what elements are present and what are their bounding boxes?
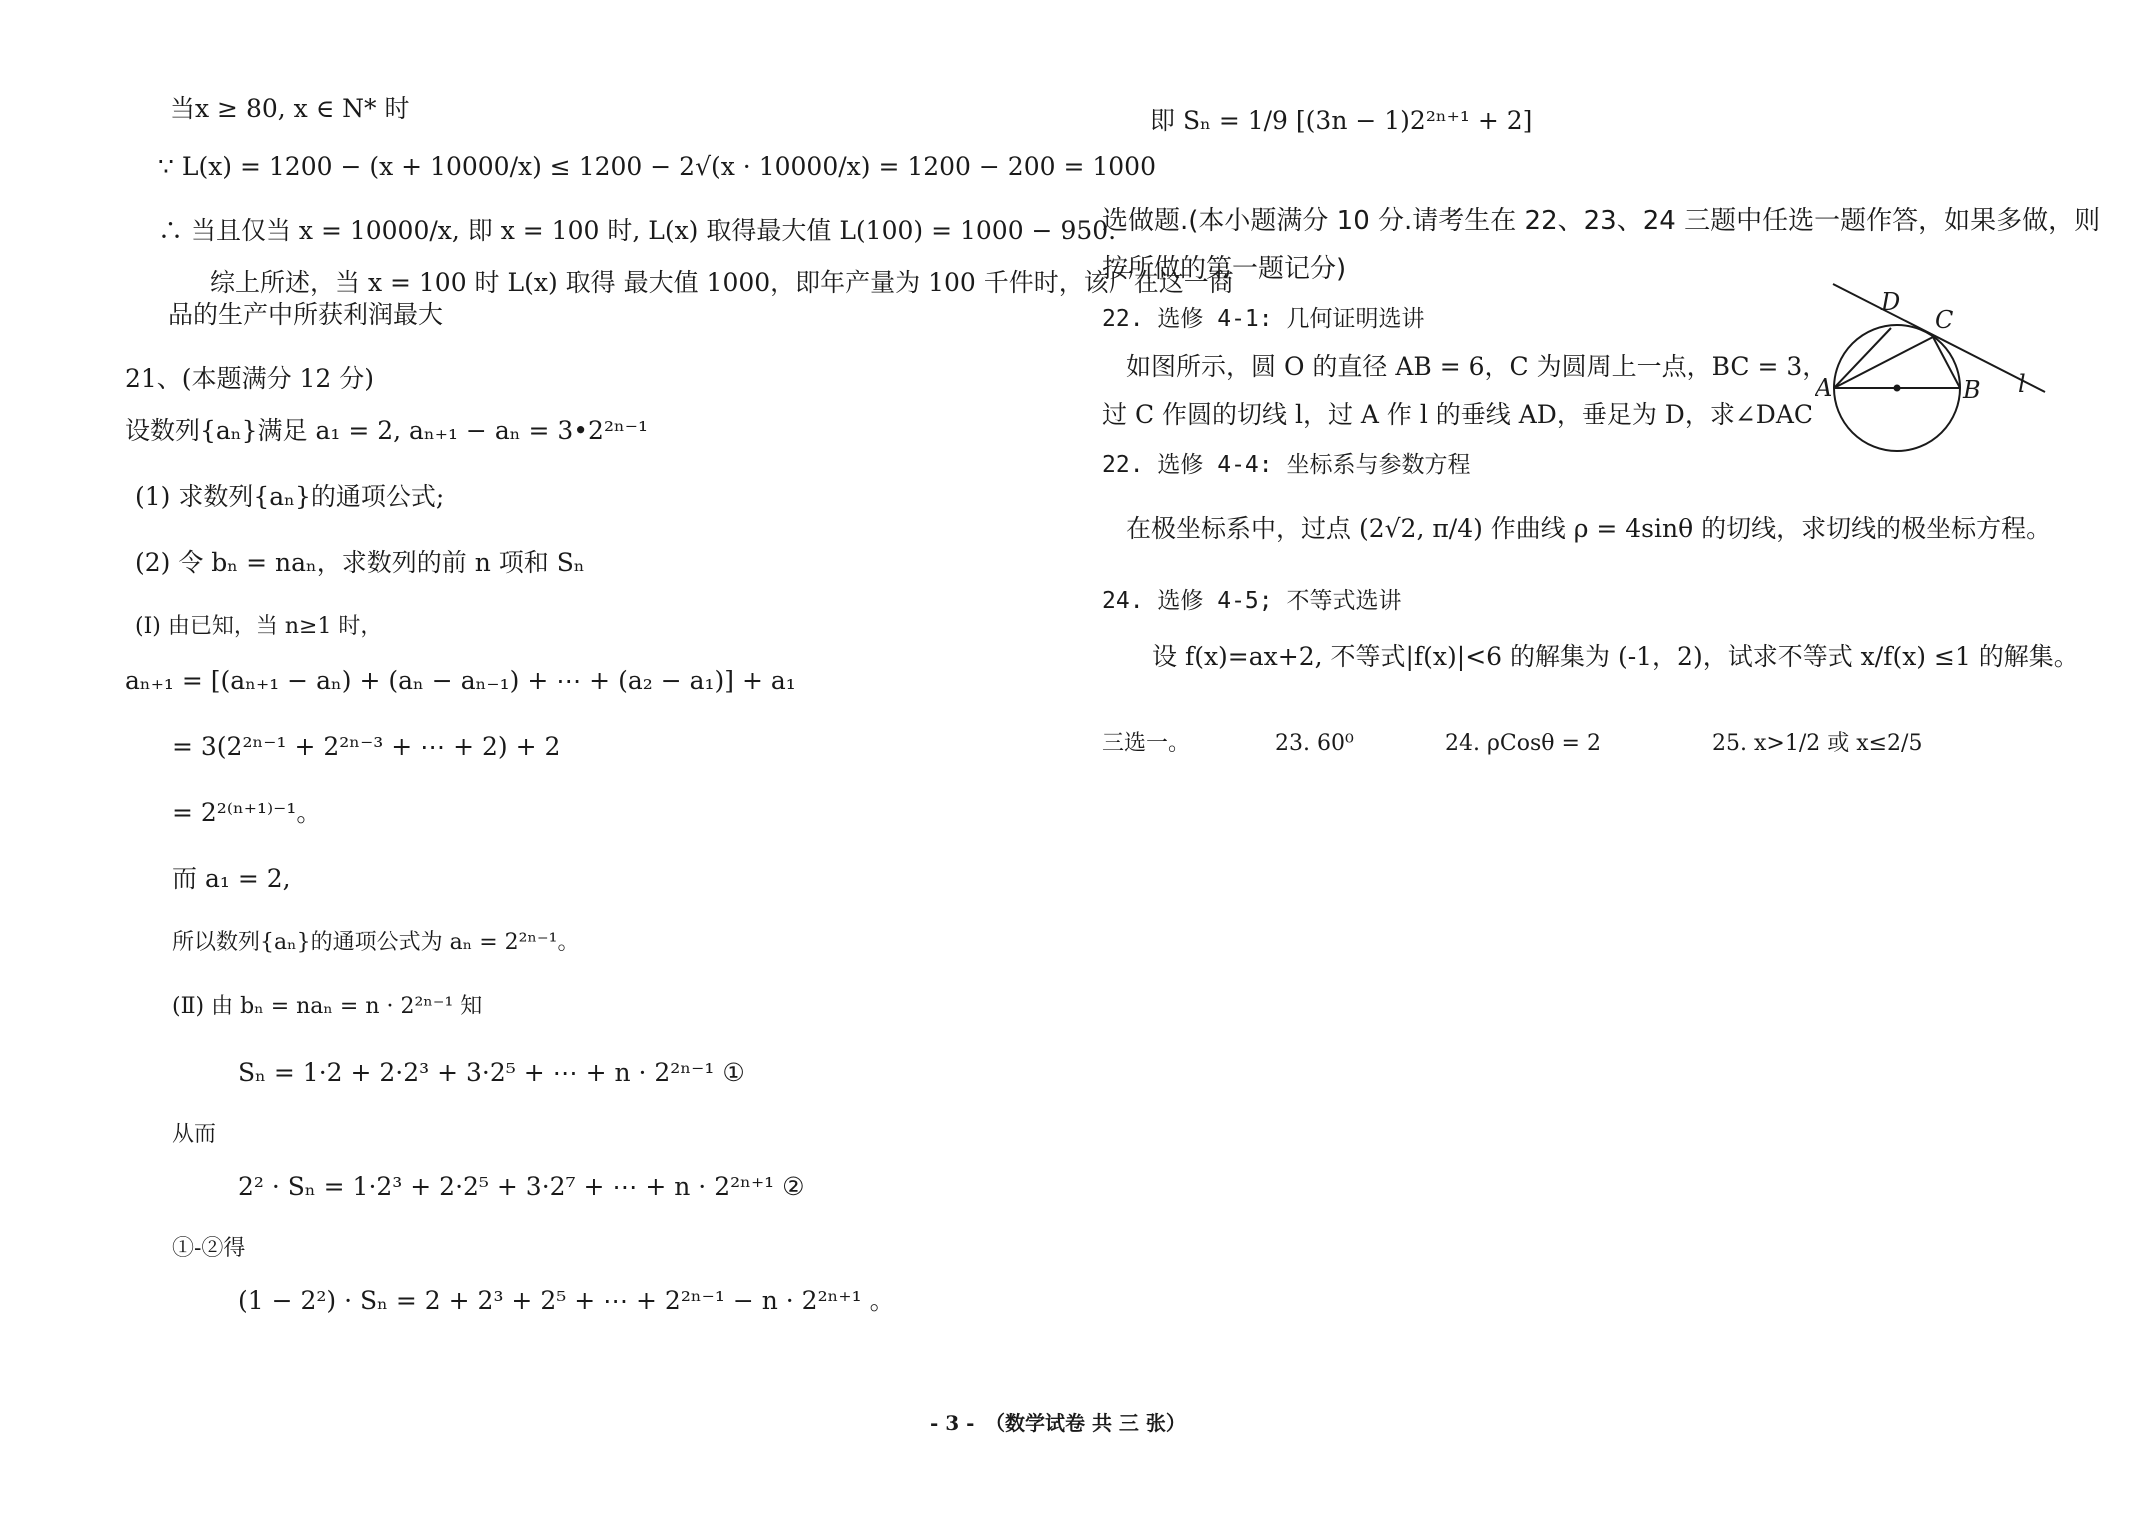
equation-2: 2² · Sₙ = 1·2³ + 2·2⁵ + 3·2⁷ + ⋯ + n · 2²ⁿ⁺¹ ② xyxy=(238,1172,805,1201)
problem-21-statement: 设数列{aₙ}满足 a₁ = 2, aₙ₊₁ − aₙ = 3•2²ⁿ⁻¹ xyxy=(125,416,648,445)
problem-24-statement: 设 f(x)=ax+2, 不等式|f(x)|<6 的解集为 (-1，2)，试求不等式 x/f(x) ≤1 的解集。 xyxy=(1152,642,2079,671)
elective-heading-cont: 按所做的第一题记分) xyxy=(1102,254,1347,284)
problem-21-part1: (1) 求数列{aₙ}的通项公式; xyxy=(135,482,445,511)
solution-telescoping: aₙ₊₁ = [(aₙ₊₁ − aₙ) + (aₙ − aₙ₋₁) + ⋯ + (a₂ − a₁)] + a₁ xyxy=(125,666,796,695)
solution-initial: 而 a₁ = 2, xyxy=(172,864,291,893)
answer-25: 25. x>1/2 或 x≤2/5 xyxy=(1712,731,1923,756)
solution-sum: = 3(2²ⁿ⁻¹ + 2²ⁿ⁻³ + ⋯ + 2) + 2 xyxy=(172,732,561,761)
figure-label-a: A xyxy=(1815,374,1833,402)
problem-22-heading: 22. 选修 4-1: 几何证明选讲 xyxy=(1102,306,1425,332)
problem-23-statement: 在极坐标系中，过点 (2√2, π/4) 作曲线 ρ = 4sinθ 的切线，求切线的极坐标方程。 xyxy=(1126,514,2052,543)
solution-part2-intro: (Ⅱ) 由 bₙ = naₙ = n · 2²ⁿ⁻¹ 知 xyxy=(172,994,483,1019)
solution-part1-intro: (Ⅰ) 由已知，当 n≥1 时， xyxy=(135,614,383,639)
sum-result: 即 Sₙ = 1/9 [(3n − 1)2²ⁿ⁺¹ + 2] xyxy=(1150,106,1533,135)
problem-21-part2: (2) 令 bₙ = naₙ，求数列的前 n 项和 Sₙ xyxy=(135,548,585,577)
line-condition: 当x ≥ 80, x ∈ N* 时 xyxy=(170,94,410,123)
line-summary-cont: 品的生产中所获利润最大 xyxy=(168,300,444,329)
figure-label-c: C xyxy=(1935,306,1954,334)
problem-22-statement-cont: 过 C 作圆的切线 l，过 A 作 l 的垂线 AD，垂足为 D，求∠DAC xyxy=(1102,400,1814,429)
answers-label: 三选一。 xyxy=(1102,731,1191,756)
equation-difference: (1 − 2²) · Sₙ = 2 + 2³ + 2⁵ + ⋯ + 2²ⁿ⁻¹ − n · 2²ⁿ⁺¹ 。 xyxy=(238,1286,895,1315)
elective-heading: 选做题.(本小题满分 10 分.请考生在 22、23、24 三题中任选一题作答，如果多做，则 xyxy=(1102,206,2101,236)
equation-1: Sₙ = 1·2 + 2·2³ + 3·2⁵ + ⋯ + n · 2²ⁿ⁻¹ ① xyxy=(238,1058,745,1087)
exam-title: （数学试卷 共 三 张） xyxy=(985,1411,1186,1435)
solution-general-term: 所以数列{aₙ}的通项公式为 aₙ = 2²ⁿ⁻¹。 xyxy=(172,930,580,955)
line-equality-case: ∴ 当且仅当 x = 10000/x, 即 x = 100 时, L(x) 取得最大值 L(100) = 1000 − 950. xyxy=(158,216,1117,245)
figure-label-l: l xyxy=(2018,370,2026,398)
answer-23: 23. 60⁰ xyxy=(1275,731,1354,756)
problem-21-heading: 21、(本题满分 12 分) xyxy=(125,364,375,393)
line-summary: 综上所述，当 x = 100 时 L(x) 取得 最大值 1000，即年产量为 100 千件时，该厂在这一商 xyxy=(210,268,1234,297)
page-number: - 3 - xyxy=(930,1411,975,1435)
line-inequality: ∵ L(x) = 1200 − (x + 10000/x) ≤ 1200 − 2√(x · 10000/x) = 1200 − 200 = 1000 xyxy=(158,152,1156,181)
problem-22-statement: 如图所示，圆 O 的直径 AB = 6，C 为圆周上一点，BC = 3， xyxy=(1126,352,1828,381)
problem-24-heading: 24. 选修 4-5; 不等式选讲 xyxy=(1102,588,1402,614)
text-therefore: 从而 xyxy=(172,1122,217,1147)
figure-label-d: D xyxy=(1881,288,1901,316)
problem-23-heading: 22. 选修 4-4: 坐标系与参数方程 xyxy=(1102,452,1471,478)
answer-24: 24. ρCosθ = 2 xyxy=(1445,731,1601,756)
figure-label-b: B xyxy=(1963,376,1981,404)
solution-result: = 2²⁽ⁿ⁺¹⁾⁻¹。 xyxy=(172,798,322,827)
text-subtract: ①-②得 xyxy=(172,1236,246,1261)
circle-tangent-figure xyxy=(1815,282,2050,462)
